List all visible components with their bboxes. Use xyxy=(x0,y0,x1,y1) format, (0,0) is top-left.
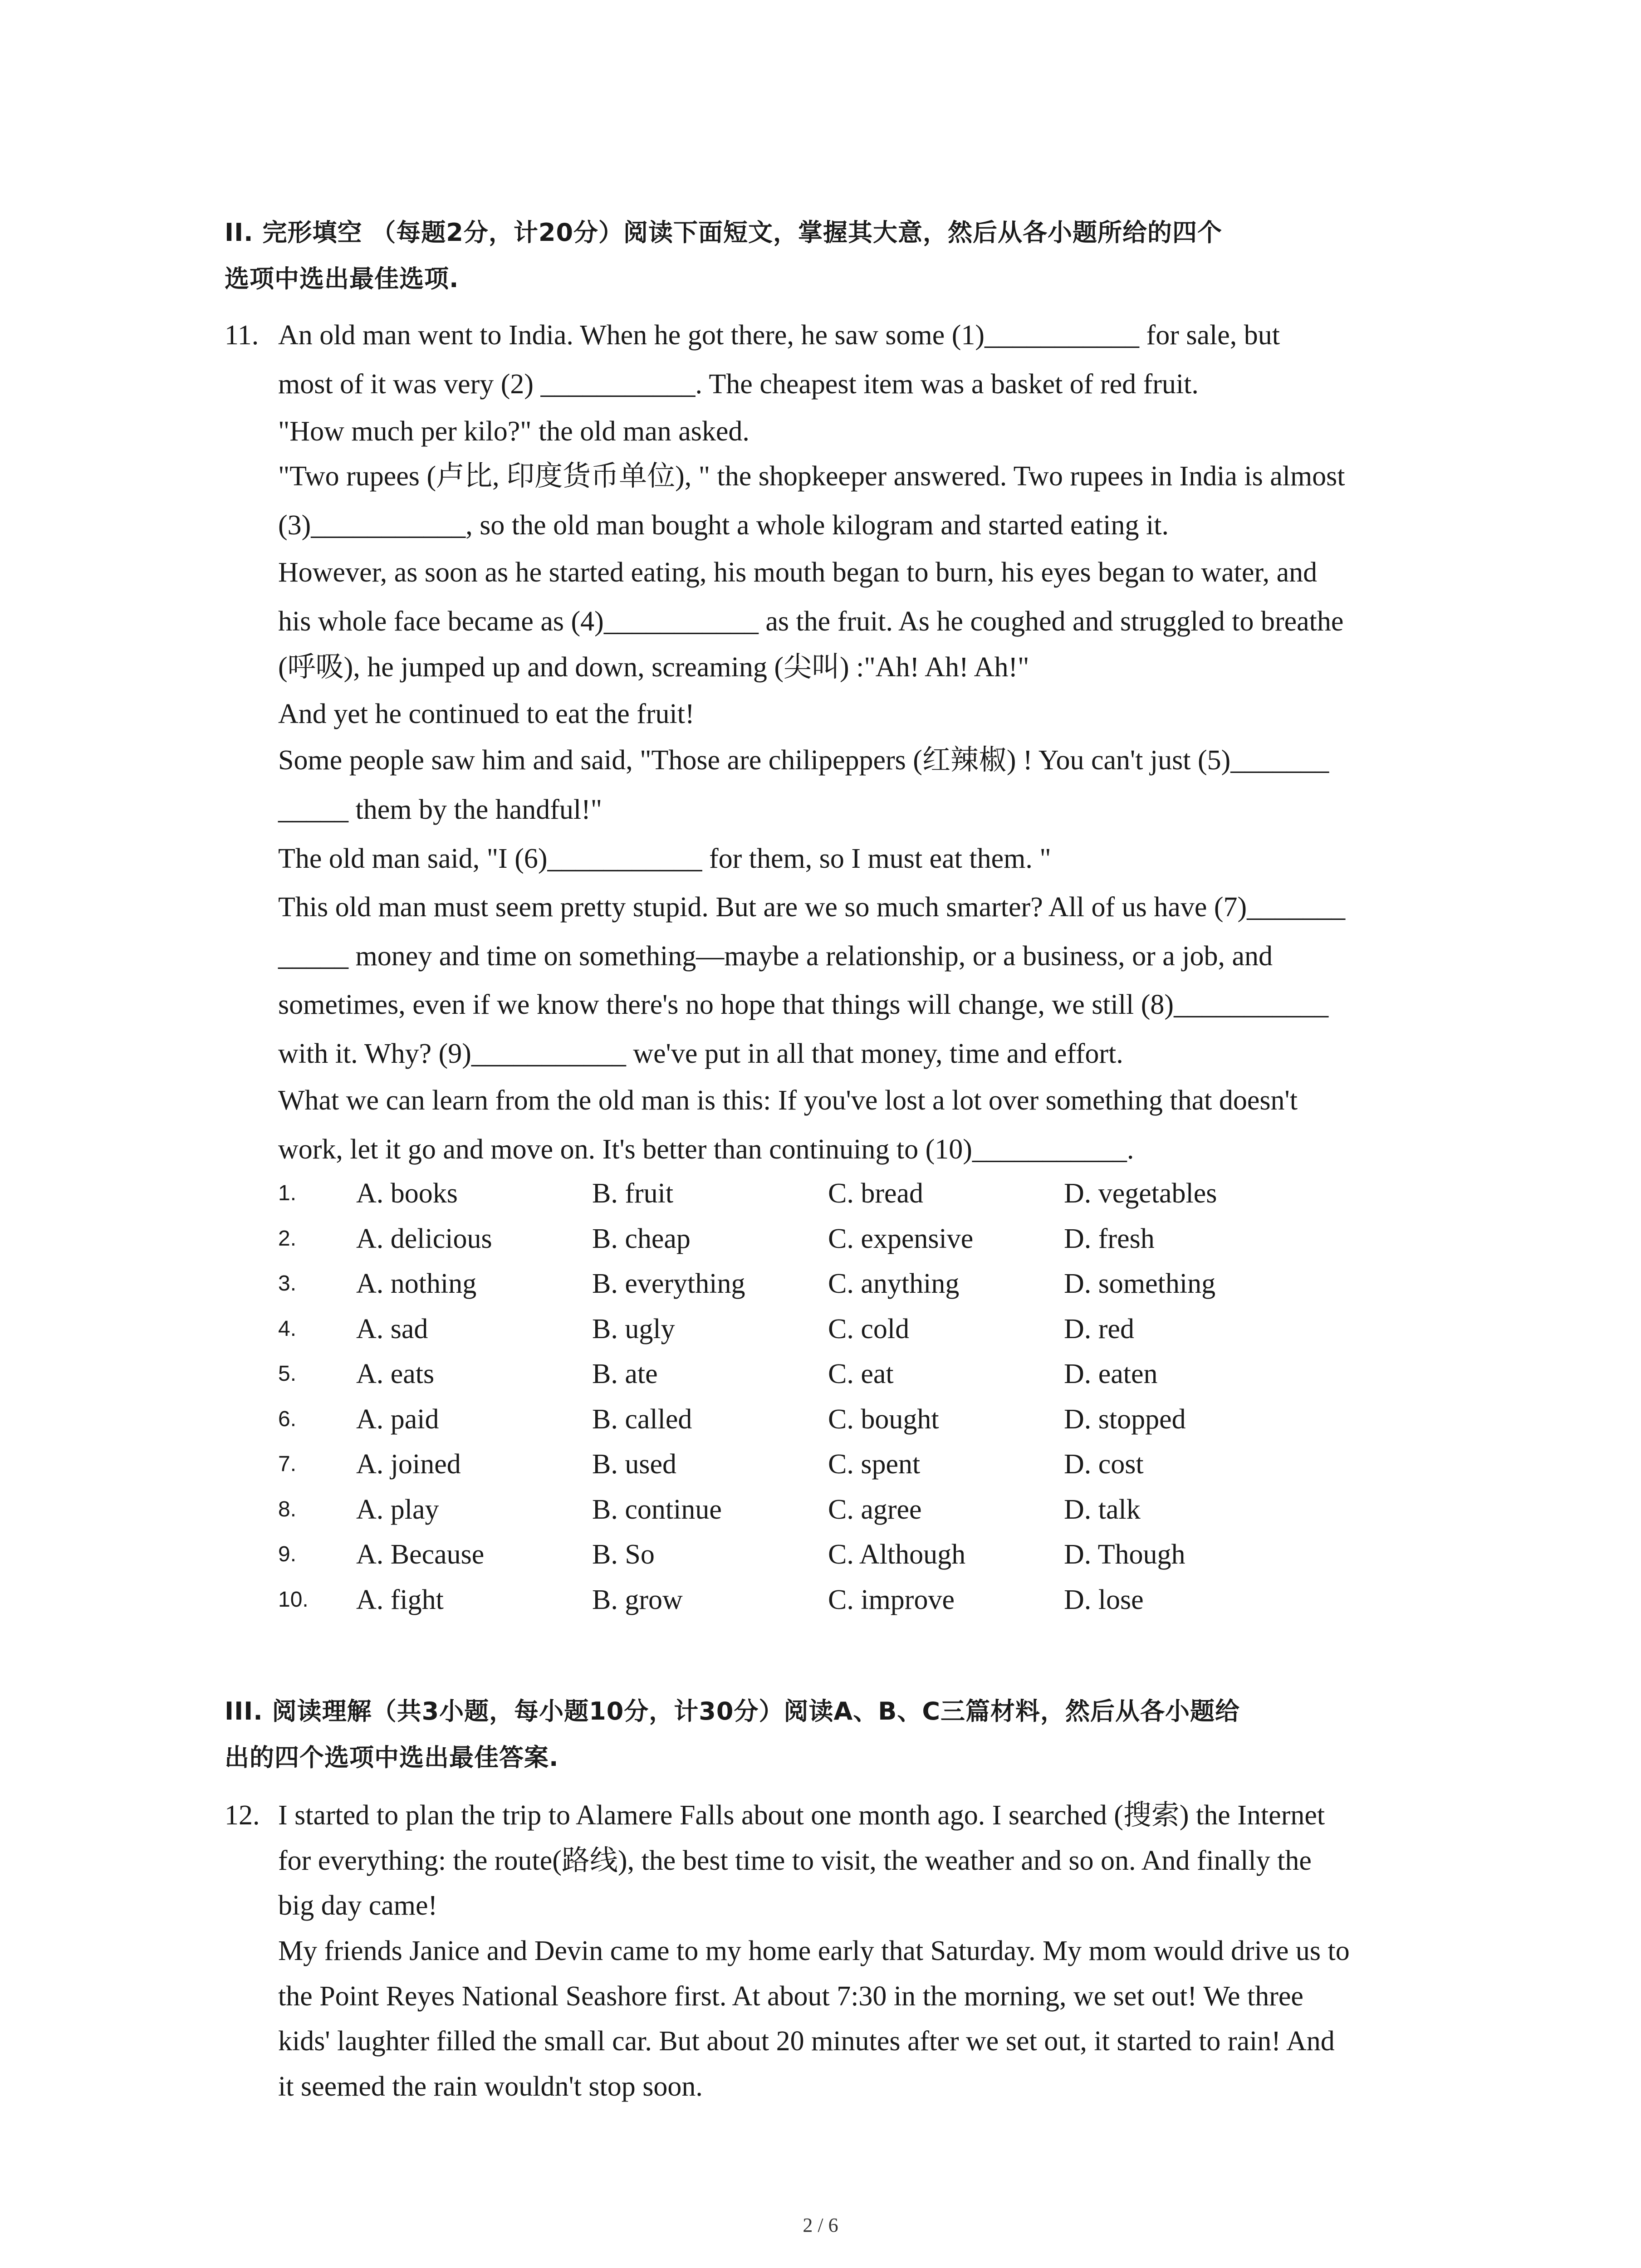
passage-line: "How much per kilo?" the old man asked. xyxy=(278,416,749,447)
option-choice-c: C. cold xyxy=(828,1313,910,1344)
passage-line: for everything: the route(路线), the best time to visit, the weather and so on. And finally the xyxy=(278,1845,1312,1876)
option-choice-a: A. fight xyxy=(356,1584,444,1615)
option-choice-d: D. eaten xyxy=(1064,1359,1158,1389)
passage-line: sometimes, even if we know there's no hope that things will change, we still (8)___________ xyxy=(278,989,1329,1020)
option-choice-b: B. continue xyxy=(592,1494,722,1525)
option-choice-a: A. nothing xyxy=(356,1268,477,1299)
passage-line: The old man said, "I (6)___________ for them, so I must eat them. " xyxy=(278,843,1051,874)
option-choice-a: A. play xyxy=(356,1494,439,1525)
option-choice-d: D. stopped xyxy=(1064,1403,1186,1435)
option-choice-c: C. spent xyxy=(828,1449,921,1480)
section-2-heading-line-1: II. 完形填空 （每题2分，计20分）阅读下面短文，掌握其大意，然后从各小题所给的四个 xyxy=(225,218,1223,247)
section-2-heading-line-2: 选项中选出最佳选项. xyxy=(225,264,459,293)
option-choice-a: A. joined xyxy=(356,1449,461,1480)
option-row-number: 9. xyxy=(278,1542,297,1566)
section-3-heading-line-2: 出的四个选项中选出最佳答案. xyxy=(225,1743,559,1772)
passage-line: big day came! xyxy=(278,1890,438,1921)
passage-line: his whole face became as (4)___________ as the fruit. As he coughed and struggled to breathe xyxy=(278,606,1344,637)
option-choice-a: A. Because xyxy=(356,1539,485,1570)
option-choice-d: D. cost xyxy=(1064,1449,1144,1480)
passage-line: Some people saw him and said, "Those are chilipeppers (红辣椒) ! You can't just (5)_______ xyxy=(278,745,1329,776)
option-row-number: 2. xyxy=(278,1226,297,1251)
option-row-number: 5. xyxy=(278,1362,297,1386)
passage-line: An old man went to India. When he got there, he saw some (1)___________ for sale, but xyxy=(278,320,1280,351)
passage-line: with it. Why? (9)___________ we've put in all that money, time and effort. xyxy=(278,1038,1123,1069)
option-choice-d: D. talk xyxy=(1064,1494,1141,1525)
option-choice-b: B. everything xyxy=(592,1268,745,1299)
option-choice-a: A. eats xyxy=(356,1359,435,1389)
option-choice-c: C. Although xyxy=(828,1539,966,1570)
option-choice-b: B. cheap xyxy=(592,1223,691,1254)
option-choice-c: C. anything xyxy=(828,1268,960,1299)
passage-line: most of it was very (2) ___________. The cheapest item was a basket of red fruit. xyxy=(278,369,1199,400)
option-choice-c: C. improve xyxy=(828,1584,955,1615)
option-choice-b: B. fruit xyxy=(592,1178,674,1209)
passage-line: This old man must seem pretty stupid. But are we so much smarter? All of us have (7)_______ xyxy=(278,892,1346,923)
passage-line: And yet he continued to eat the fruit! xyxy=(278,699,695,729)
passage-line: it seemed the rain wouldn't stop soon. xyxy=(278,2071,703,2102)
option-choice-b: B. ate xyxy=(592,1359,658,1389)
passage-line: work, let it go and move on. It's better than continuing to (10)___________. xyxy=(278,1134,1134,1165)
option-choice-c: C. bought xyxy=(828,1403,939,1435)
option-row-number: 10. xyxy=(278,1587,309,1612)
passage-line: (呼吸), he jumped up and down, screaming (尖叫) :"Ah! Ah! Ah!" xyxy=(278,652,1029,683)
option-choice-c: C. agree xyxy=(828,1494,922,1525)
section-3-heading-line-1: III. 阅读理解（共3小题，每小题10分，计30分）阅读A、B、C三篇材料，然后从各小题给 xyxy=(225,1697,1240,1725)
option-choice-c: C. expensive xyxy=(828,1223,974,1254)
option-choice-d: D. something xyxy=(1064,1268,1216,1299)
option-choice-a: A. books xyxy=(356,1178,458,1209)
option-choice-d: D. Though xyxy=(1064,1539,1185,1570)
passage-line: _____ them by the handful!" xyxy=(278,794,603,825)
option-choice-a: A. sad xyxy=(356,1313,428,1344)
option-choice-b: B. ugly xyxy=(592,1313,675,1344)
option-choice-d: D. vegetables xyxy=(1064,1178,1217,1209)
option-row-number: 1. xyxy=(278,1181,297,1205)
option-row-number: 3. xyxy=(278,1271,297,1295)
passage-line: "Two rupees (卢比, 印度货币单位), " the shopkeeper answered. Two rupees in India is almost xyxy=(278,461,1345,492)
option-choice-a: A. delicious xyxy=(356,1223,492,1254)
page-number: 2 / 6 xyxy=(803,2214,838,2236)
passage-line: However, as soon as he started eating, his mouth began to burn, his eyes began to water, and xyxy=(278,557,1318,588)
option-choice-d: D. lose xyxy=(1064,1584,1144,1615)
option-choice-d: D. red xyxy=(1064,1313,1134,1344)
option-choice-d: D. fresh xyxy=(1064,1223,1155,1254)
option-row-number: 7. xyxy=(278,1452,297,1476)
passage-line: _____ money and time on something—maybe a relationship, or a business, or a job, and xyxy=(278,941,1273,972)
question-12-number: 12. xyxy=(225,1800,260,1831)
option-row-number: 6. xyxy=(278,1407,297,1431)
passage-line: I started to plan the trip to Alamere Falls about one month ago. I searched (搜索) the Internet xyxy=(278,1800,1325,1831)
option-choice-b: B. grow xyxy=(592,1584,683,1615)
passage-line: (3)___________, so the old man bought a whole kilogram and started eating it. xyxy=(278,510,1169,541)
question-11-number: 11. xyxy=(225,320,259,351)
passage-line: kids' laughter filled the small car. But about 20 minutes after we set out, it started to rain! And xyxy=(278,2026,1335,2057)
option-choice-b: B. called xyxy=(592,1403,692,1435)
option-choice-c: C. eat xyxy=(828,1359,894,1389)
option-choice-c: C. bread xyxy=(828,1178,924,1209)
passage-line: My friends Janice and Devin came to my home early that Saturday. My mom would drive us to xyxy=(278,1936,1350,1966)
passage-line: What we can learn from the old man is this: If you've lost a lot over something that doesn't xyxy=(278,1085,1298,1116)
option-row-number: 4. xyxy=(278,1316,297,1341)
option-choice-a: A. paid xyxy=(356,1403,439,1435)
passage-line: the Point Reyes National Seashore first. At about 7:30 in the morning, we set out! We three xyxy=(278,1981,1303,2012)
option-choice-b: B. So xyxy=(592,1539,655,1570)
option-row-number: 8. xyxy=(278,1497,297,1521)
option-choice-b: B. used xyxy=(592,1449,676,1480)
